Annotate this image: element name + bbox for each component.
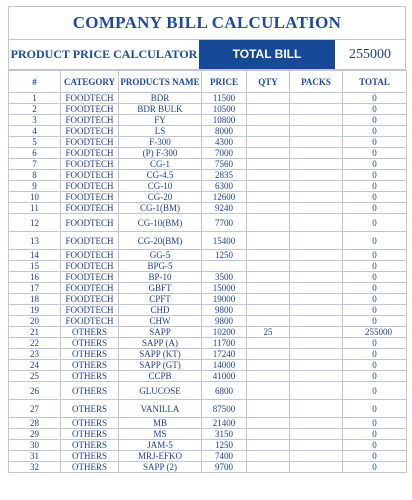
row-packs-cell[interactable]: [290, 382, 343, 400]
col-header-total: TOTAL: [343, 71, 407, 93]
table-row: [9, 327, 407, 338]
row-product-name: SAPP (GT): [119, 360, 202, 371]
row-number: 4: [9, 126, 61, 137]
row-total: 0: [343, 93, 407, 104]
row-packs-cell[interactable]: [290, 250, 343, 261]
row-price: 9800: [202, 316, 247, 327]
row-packs-cell[interactable]: [290, 429, 343, 440]
row-category: OTHERS: [61, 451, 119, 462]
row-product-name: VANILLA: [119, 400, 202, 418]
row-qty-cell[interactable]: [247, 440, 290, 451]
row-number: 23: [9, 349, 61, 360]
table-row: [9, 305, 407, 316]
table-row: [9, 214, 407, 232]
col-header-number: #: [9, 71, 61, 93]
row-packs-cell[interactable]: [290, 283, 343, 294]
row-total: 0: [343, 360, 407, 371]
row-qty-cell[interactable]: [247, 451, 290, 462]
row-price: 10200: [202, 327, 247, 338]
row-qty-cell[interactable]: [247, 371, 290, 382]
table-row: [9, 360, 407, 371]
row-product-name: CG-1(BM): [119, 203, 202, 214]
row-packs-cell[interactable]: [290, 451, 343, 462]
row-category: FOODTECH: [61, 232, 119, 250]
row-price: 7560: [202, 159, 247, 170]
row-total: 0: [343, 338, 407, 349]
row-number: 17: [9, 283, 61, 294]
row-total: 0: [343, 305, 407, 316]
row-product-name: MRJ-EFKO: [119, 451, 202, 462]
table-row: [9, 104, 407, 115]
row-packs-cell[interactable]: [290, 148, 343, 159]
row-total: 0: [343, 349, 407, 360]
row-qty-cell[interactable]: [247, 181, 290, 192]
row-product-name: GBFT: [119, 283, 202, 294]
row-total: 0: [343, 316, 407, 327]
row-qty-cell[interactable]: [247, 294, 290, 305]
row-packs-cell[interactable]: [290, 203, 343, 214]
table-row: [9, 250, 407, 261]
row-product-name: CHW: [119, 316, 202, 327]
row-qty-cell[interactable]: [247, 126, 290, 137]
row-category: FOODTECH: [61, 192, 119, 203]
row-number: 1: [9, 93, 61, 104]
row-category: FOODTECH: [61, 170, 119, 181]
col-header-qty: QTY: [247, 71, 290, 93]
row-qty-cell[interactable]: [247, 137, 290, 148]
row-total: 0: [343, 203, 407, 214]
row-category: FOODTECH: [61, 159, 119, 170]
row-category: FOODTECH: [61, 316, 119, 327]
row-qty-cell[interactable]: [247, 170, 290, 181]
row-packs-cell[interactable]: [290, 440, 343, 451]
row-total: 0: [343, 429, 407, 440]
row-product-name: BP-10: [119, 272, 202, 283]
row-total: 0: [343, 382, 407, 400]
row-qty-cell[interactable]: [247, 159, 290, 170]
row-price: 19000: [202, 294, 247, 305]
row-price: 1250: [202, 250, 247, 261]
row-packs-cell[interactable]: [290, 338, 343, 349]
row-category: FOODTECH: [61, 294, 119, 305]
row-total: 0: [343, 272, 407, 283]
row-category: FOODTECH: [61, 203, 119, 214]
row-number: 22: [9, 338, 61, 349]
row-product-name: SAPP (2): [119, 462, 202, 473]
col-header-product: PRODUCTS NAME: [119, 71, 202, 93]
row-number: 9: [9, 181, 61, 192]
row-number: 11: [9, 203, 61, 214]
row-packs-cell[interactable]: [290, 104, 343, 115]
row-number: 15: [9, 261, 61, 272]
row-number: 6: [9, 148, 61, 159]
row-price: 7400: [202, 451, 247, 462]
row-packs-cell[interactable]: [290, 181, 343, 192]
row-category: OTHERS: [61, 382, 119, 400]
row-price: 6300: [202, 181, 247, 192]
row-total: 0: [343, 418, 407, 429]
row-total: 0: [343, 451, 407, 462]
row-number: 16: [9, 272, 61, 283]
row-product-name: CPFT: [119, 294, 202, 305]
row-price: 11700: [202, 338, 247, 349]
row-price: 3150: [202, 429, 247, 440]
row-packs-cell[interactable]: [290, 93, 343, 104]
row-total: 0: [343, 115, 407, 126]
row-category: FOODTECH: [61, 104, 119, 115]
row-qty-cell[interactable]: [247, 104, 290, 115]
row-category: FOODTECH: [61, 283, 119, 294]
row-total: 0: [343, 181, 407, 192]
row-packs-cell[interactable]: [290, 137, 343, 148]
row-qty-cell[interactable]: 25: [247, 327, 290, 338]
row-total: 0: [343, 440, 407, 451]
table-row: [9, 283, 407, 294]
row-packs-cell[interactable]: [290, 327, 343, 338]
row-product-name: MS: [119, 429, 202, 440]
row-product-name: BPG-5: [119, 261, 202, 272]
row-qty-cell[interactable]: [247, 148, 290, 159]
total-bill-value[interactable]: 255000: [349, 47, 391, 62]
row-product-name: CG-20(BM): [119, 232, 202, 250]
row-total: 0: [343, 283, 407, 294]
row-packs-cell[interactable]: [290, 294, 343, 305]
row-product-name: CCPB: [119, 371, 202, 382]
row-category: FOODTECH: [61, 214, 119, 232]
row-qty-cell[interactable]: [247, 192, 290, 203]
row-qty-cell[interactable]: [247, 360, 290, 371]
table-row: [9, 181, 407, 192]
row-price: 10500: [202, 104, 247, 115]
table-row: [9, 429, 407, 440]
row-category: OTHERS: [61, 327, 119, 338]
table-row: [9, 159, 407, 170]
row-packs-cell[interactable]: [290, 170, 343, 181]
col-header-category: CATEGORY: [61, 71, 119, 93]
row-category: FOODTECH: [61, 115, 119, 126]
table-row: [9, 440, 407, 451]
row-qty-cell[interactable]: [247, 400, 290, 418]
row-total: 0: [343, 170, 407, 181]
row-category: FOODTECH: [61, 305, 119, 316]
row-qty-cell[interactable]: [247, 382, 290, 400]
row-price: 15400: [202, 232, 247, 250]
table-row: [9, 137, 407, 148]
table-header-row: [9, 71, 407, 93]
row-category: FOODTECH: [61, 126, 119, 137]
table-row: [9, 93, 407, 104]
row-category: OTHERS: [61, 440, 119, 451]
row-product-name: CHD: [119, 305, 202, 316]
row-category: FOODTECH: [61, 261, 119, 272]
row-number: 2: [9, 104, 61, 115]
row-price: 1250: [202, 440, 247, 451]
row-price: [202, 261, 247, 272]
table-row: [9, 418, 407, 429]
row-total: 0: [343, 214, 407, 232]
row-number: 12: [9, 214, 61, 232]
row-qty-cell[interactable]: [247, 261, 290, 272]
table-row: [9, 232, 407, 250]
row-qty-cell[interactable]: [247, 214, 290, 232]
row-category: OTHERS: [61, 360, 119, 371]
table-row: [9, 115, 407, 126]
row-product-name: (P) F-300: [119, 148, 202, 159]
row-total: 0: [343, 192, 407, 203]
row-total: 255000: [343, 327, 407, 338]
row-packs-cell[interactable]: [290, 214, 343, 232]
table-row: [9, 261, 407, 272]
row-price: 15000: [202, 283, 247, 294]
row-product-name: CG-10(BM): [119, 214, 202, 232]
row-total: 0: [343, 400, 407, 418]
row-number: 21: [9, 327, 61, 338]
row-price: 9800: [202, 305, 247, 316]
row-price: 9240: [202, 203, 247, 214]
row-category: OTHERS: [61, 349, 119, 360]
col-header-packs: PACKS: [290, 71, 343, 93]
row-number: 25: [9, 371, 61, 382]
row-number: 18: [9, 294, 61, 305]
price-table: [8, 70, 407, 473]
row-category: FOODTECH: [61, 272, 119, 283]
row-product-name: GLUCOSE: [119, 382, 202, 400]
row-product-name: F-300: [119, 137, 202, 148]
row-qty-cell[interactable]: [247, 283, 290, 294]
row-number: 24: [9, 360, 61, 371]
row-number: 5: [9, 137, 61, 148]
row-total: 0: [343, 462, 407, 473]
row-product-name: SAPP: [119, 327, 202, 338]
table-row: [9, 316, 407, 327]
row-product-name: FY: [119, 115, 202, 126]
bill-sheet: [8, 6, 406, 473]
row-packs-cell[interactable]: [290, 232, 343, 250]
table-row: [9, 294, 407, 305]
row-packs-cell[interactable]: [290, 349, 343, 360]
table-row: [9, 148, 407, 159]
row-price: 8000: [202, 126, 247, 137]
row-category: OTHERS: [61, 418, 119, 429]
row-qty-cell[interactable]: [247, 316, 290, 327]
row-product-name: GG-5: [119, 250, 202, 261]
row-qty-cell[interactable]: [247, 338, 290, 349]
row-price: 87500: [202, 400, 247, 418]
row-qty-cell[interactable]: [247, 232, 290, 250]
row-packs-cell[interactable]: [290, 418, 343, 429]
row-packs-cell[interactable]: [290, 192, 343, 203]
row-number: 28: [9, 418, 61, 429]
row-packs-cell[interactable]: [290, 159, 343, 170]
row-total: 0: [343, 250, 407, 261]
row-category: FOODTECH: [61, 93, 119, 104]
table-row: [9, 126, 407, 137]
row-price: 7000: [202, 148, 247, 159]
row-number: 26: [9, 382, 61, 400]
row-number: 32: [9, 462, 61, 473]
row-number: 8: [9, 170, 61, 181]
row-product-name: CG-1: [119, 159, 202, 170]
row-product-name: SAPP (A): [119, 338, 202, 349]
row-number: 13: [9, 232, 61, 250]
row-number: 29: [9, 429, 61, 440]
row-price: 17240: [202, 349, 247, 360]
row-number: 3: [9, 115, 61, 126]
table-row: [9, 462, 407, 473]
row-number: 10: [9, 192, 61, 203]
row-packs-cell[interactable]: [290, 316, 343, 327]
table-row: [9, 371, 407, 382]
row-packs-cell[interactable]: [290, 126, 343, 137]
total-bill-label: TOTAL BILL: [199, 40, 335, 69]
row-price: 10800: [202, 115, 247, 126]
row-category: FOODTECH: [61, 250, 119, 261]
row-product-name: JAM-5: [119, 440, 202, 451]
row-category: FOODTECH: [61, 137, 119, 148]
table-row: [9, 451, 407, 462]
row-number: 30: [9, 440, 61, 451]
table-row: [9, 349, 407, 360]
row-qty-cell[interactable]: [247, 429, 290, 440]
row-qty-cell[interactable]: [247, 115, 290, 126]
row-qty-cell[interactable]: [247, 349, 290, 360]
row-category: OTHERS: [61, 338, 119, 349]
row-packs-cell[interactable]: [290, 305, 343, 316]
row-qty-cell[interactable]: [247, 418, 290, 429]
page-title: COMPANY BILL CALCULATION: [8, 6, 406, 39]
row-qty-cell[interactable]: [247, 462, 290, 473]
row-product-name: CG-20: [119, 192, 202, 203]
row-packs-cell[interactable]: [290, 272, 343, 283]
row-price: 41000: [202, 371, 247, 382]
row-total: 0: [343, 294, 407, 305]
row-number: 7: [9, 159, 61, 170]
row-total: 0: [343, 159, 407, 170]
row-total: 0: [343, 126, 407, 137]
table-row: [9, 192, 407, 203]
summary-header: [8, 39, 406, 70]
row-price: 3500: [202, 272, 247, 283]
row-price: 11500: [202, 93, 247, 104]
row-product-name: BDR: [119, 93, 202, 104]
row-price: 12600: [202, 192, 247, 203]
row-number: 20: [9, 316, 61, 327]
row-category: FOODTECH: [61, 148, 119, 159]
row-price: 7700: [202, 214, 247, 232]
row-product-name: CG-10: [119, 181, 202, 192]
row-category: FOODTECH: [61, 181, 119, 192]
row-product-name: SAPP (KT): [119, 349, 202, 360]
row-total: 0: [343, 232, 407, 250]
row-category: OTHERS: [61, 400, 119, 418]
row-price: 4300: [202, 137, 247, 148]
table-row: [9, 382, 407, 400]
calculator-label: PRODUCT PRICE CALCULATOR: [10, 47, 198, 61]
col-header-price: PRICE: [202, 71, 247, 93]
row-qty-cell[interactable]: [247, 93, 290, 104]
row-packs-cell[interactable]: [290, 462, 343, 473]
row-total: 0: [343, 371, 407, 382]
row-total: 0: [343, 104, 407, 115]
row-product-name: CG-4.5: [119, 170, 202, 181]
row-price: 9700: [202, 462, 247, 473]
row-product-name: MB: [119, 418, 202, 429]
row-category: OTHERS: [61, 462, 119, 473]
row-price: 21400: [202, 418, 247, 429]
row-price: 14000: [202, 360, 247, 371]
row-price: 6800: [202, 382, 247, 400]
table-row: [9, 338, 407, 349]
row-qty-cell[interactable]: [247, 203, 290, 214]
row-price: 2835: [202, 170, 247, 181]
row-packs-cell[interactable]: [290, 360, 343, 371]
row-packs-cell[interactable]: [290, 371, 343, 382]
row-packs-cell[interactable]: [290, 261, 343, 272]
row-total: 0: [343, 137, 407, 148]
row-qty-cell[interactable]: [247, 305, 290, 316]
table-row: [9, 170, 407, 181]
row-qty-cell[interactable]: [247, 250, 290, 261]
row-total: 0: [343, 261, 407, 272]
row-product-name: LS: [119, 126, 202, 137]
row-category: OTHERS: [61, 429, 119, 440]
row-number: 31: [9, 451, 61, 462]
table-row: [9, 272, 407, 283]
row-product-name: BDR BULK: [119, 104, 202, 115]
table-row: [9, 203, 407, 214]
row-packs-cell[interactable]: [290, 400, 343, 418]
row-category: OTHERS: [61, 371, 119, 382]
row-packs-cell[interactable]: [290, 115, 343, 126]
row-total: 0: [343, 148, 407, 159]
row-qty-cell[interactable]: [247, 272, 290, 283]
table-row: [9, 400, 407, 418]
row-number: 27: [9, 400, 61, 418]
row-number: 19: [9, 305, 61, 316]
row-number: 14: [9, 250, 61, 261]
